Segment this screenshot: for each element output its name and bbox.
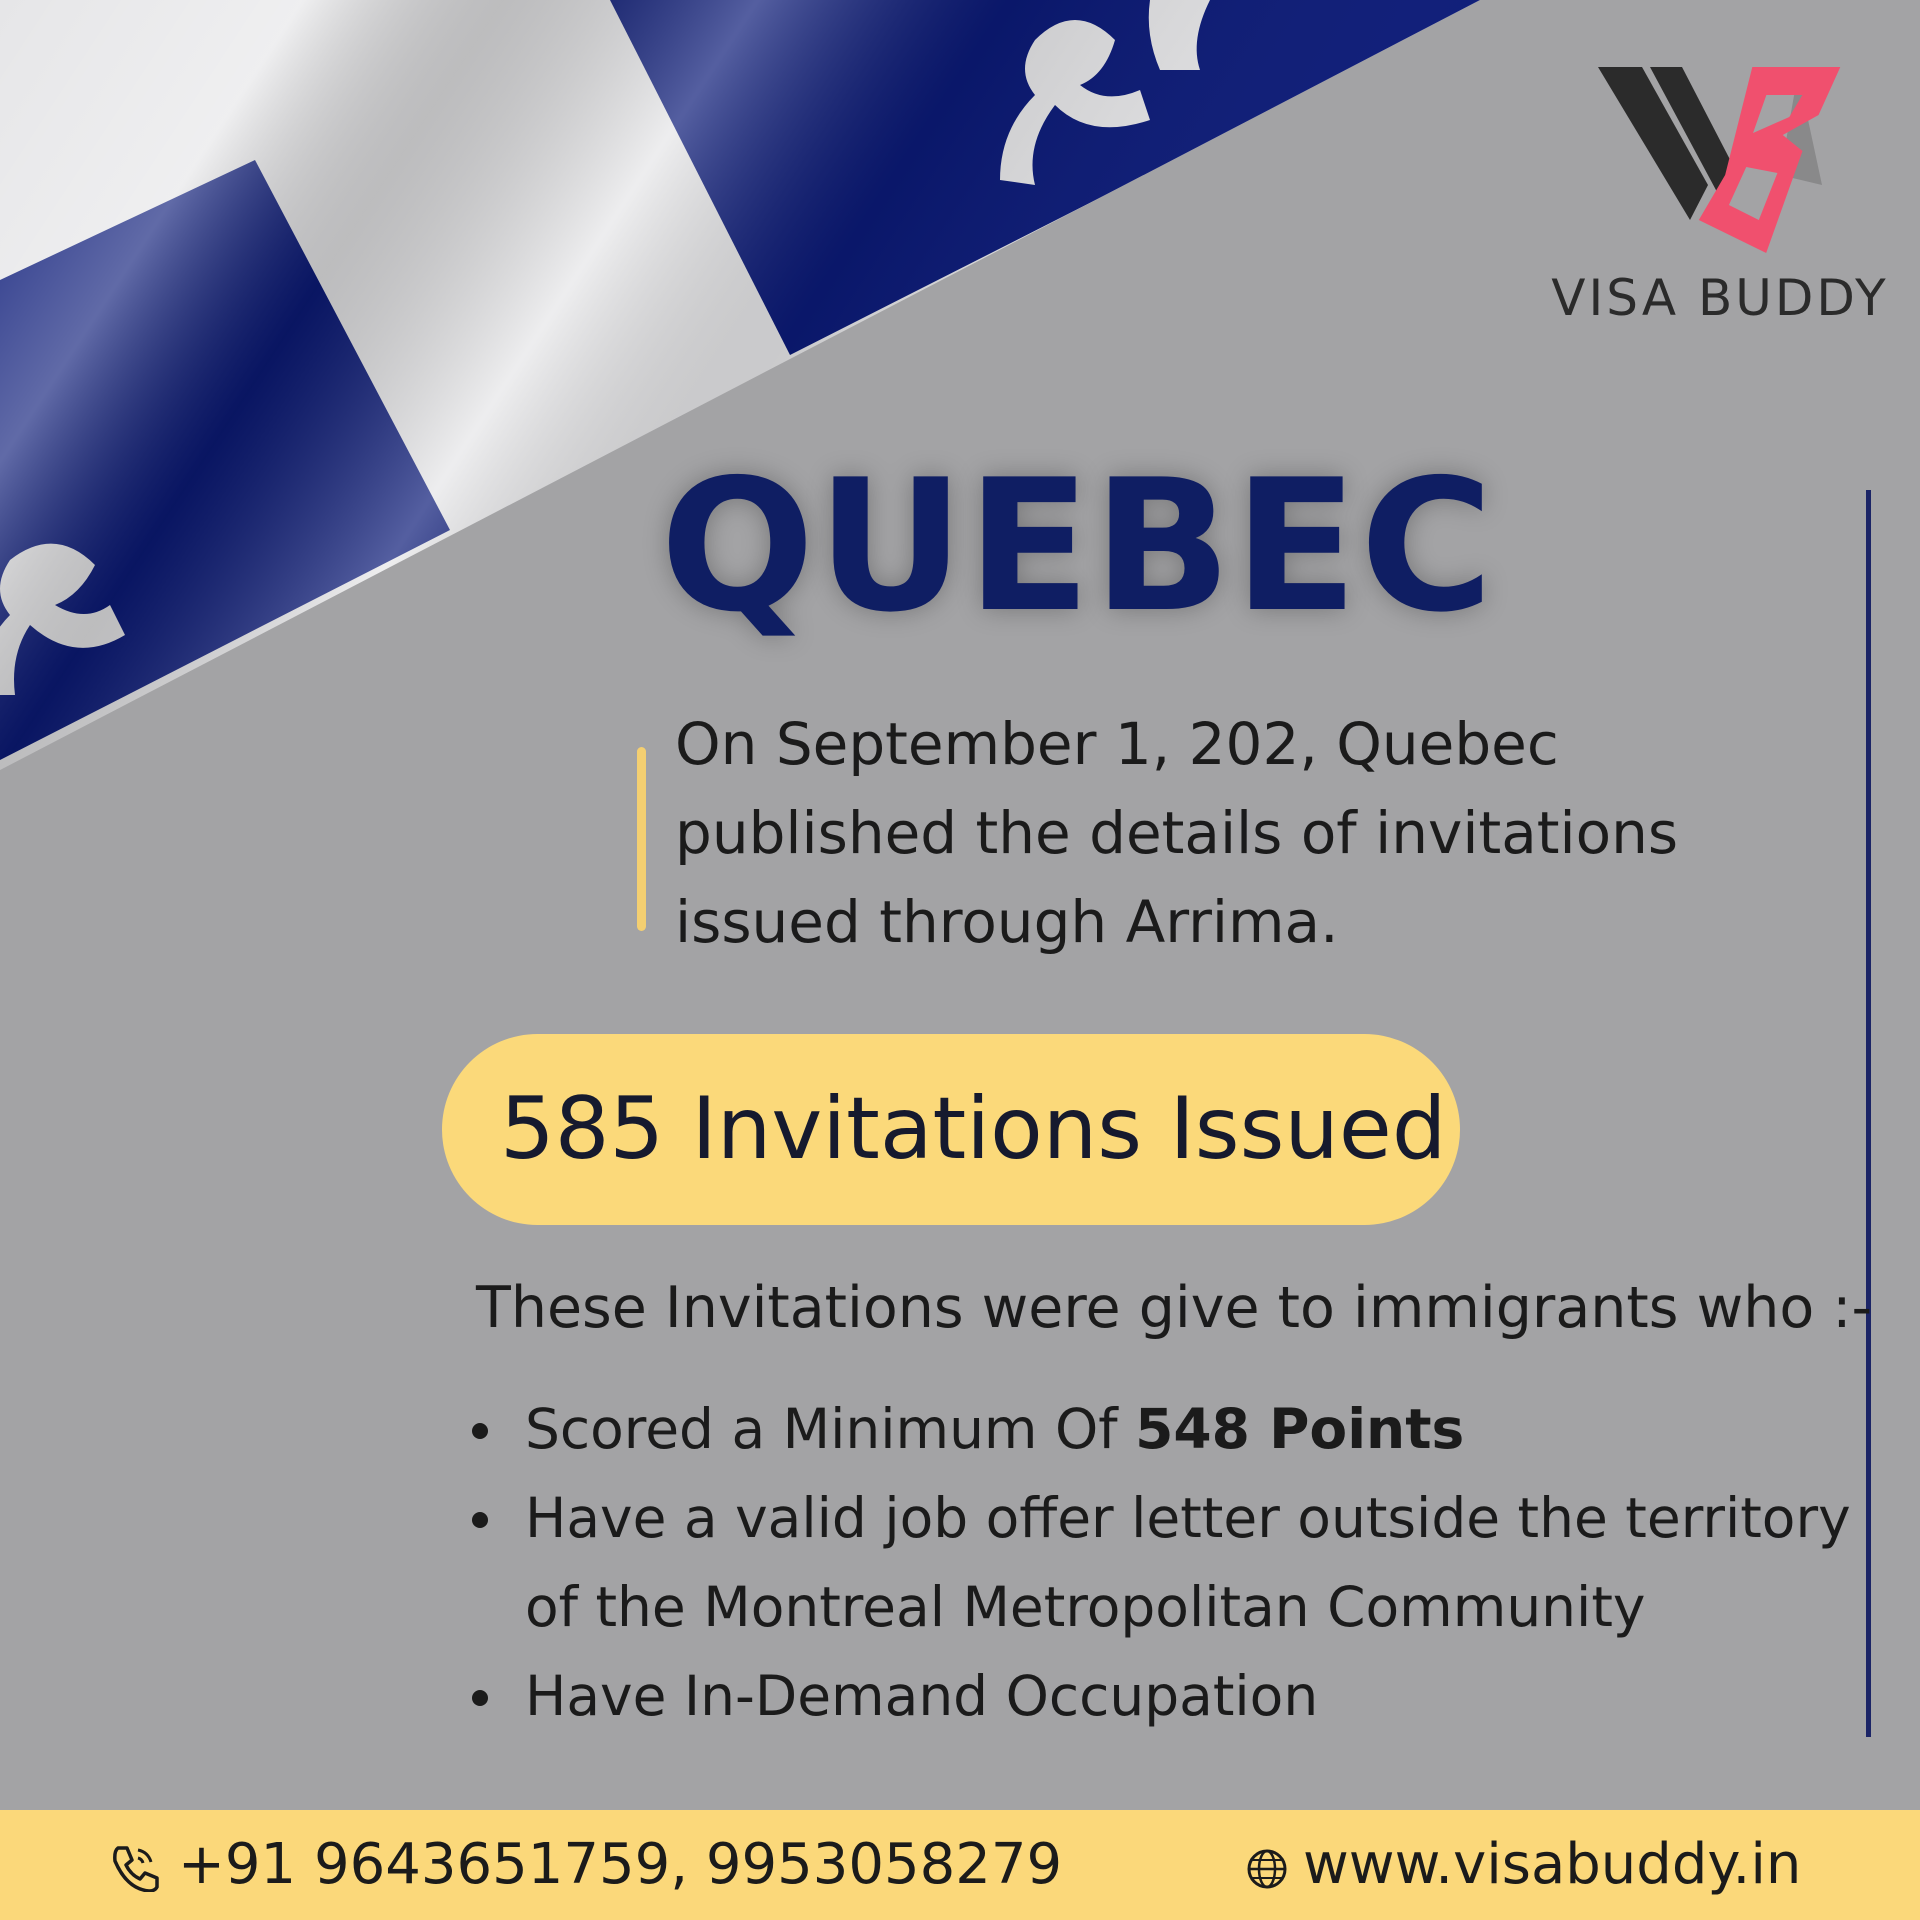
- brand-name: VISA BUDDY: [1551, 269, 1889, 327]
- visa-buddy-logo: [1540, 55, 1900, 345]
- intro-paragraph: On September 1, 202, Quebec published the details of invitations issued through Arrima.: [675, 710, 1679, 956]
- list-item: [470, 1474, 1860, 1652]
- invitations-highlight: [442, 1034, 1460, 1225]
- globe-icon: [1246, 1848, 1288, 1890]
- page-title: QUEBEC: [660, 440, 1496, 652]
- right-divider: [1866, 490, 1871, 1737]
- criteria-item-text: Have a valid job offer letter outside the territory of the Montreal Metropolitan Community: [525, 1486, 1851, 1639]
- invitations-count-text: 585 Invitations Issued: [500, 1079, 1447, 1179]
- criteria-item-text: Scored a Minimum Of: [525, 1397, 1136, 1461]
- bullet-icon: [472, 1512, 488, 1528]
- website-url: www.visabuddy.in: [1303, 1832, 1802, 1897]
- criteria-item-text: Have In-Demand Occupation: [525, 1664, 1319, 1728]
- criteria-list: [470, 1385, 1860, 1741]
- phone-numbers: +91 9643651759, 9953058279: [178, 1832, 1063, 1897]
- intro-accent-bar: [637, 747, 646, 931]
- list-item: [470, 1652, 1860, 1741]
- contact-footer: [0, 1810, 1920, 1920]
- vb-logo-icon: [1550, 55, 1890, 265]
- phone-icon: [110, 1842, 160, 1892]
- criteria-lead: These Invitations were give to immigrants who :-: [476, 1275, 1873, 1341]
- criteria-item-bold: 548 Points: [1135, 1397, 1465, 1461]
- list-item: [470, 1385, 1860, 1474]
- bullet-icon: [472, 1423, 488, 1439]
- bullet-icon: [472, 1690, 488, 1706]
